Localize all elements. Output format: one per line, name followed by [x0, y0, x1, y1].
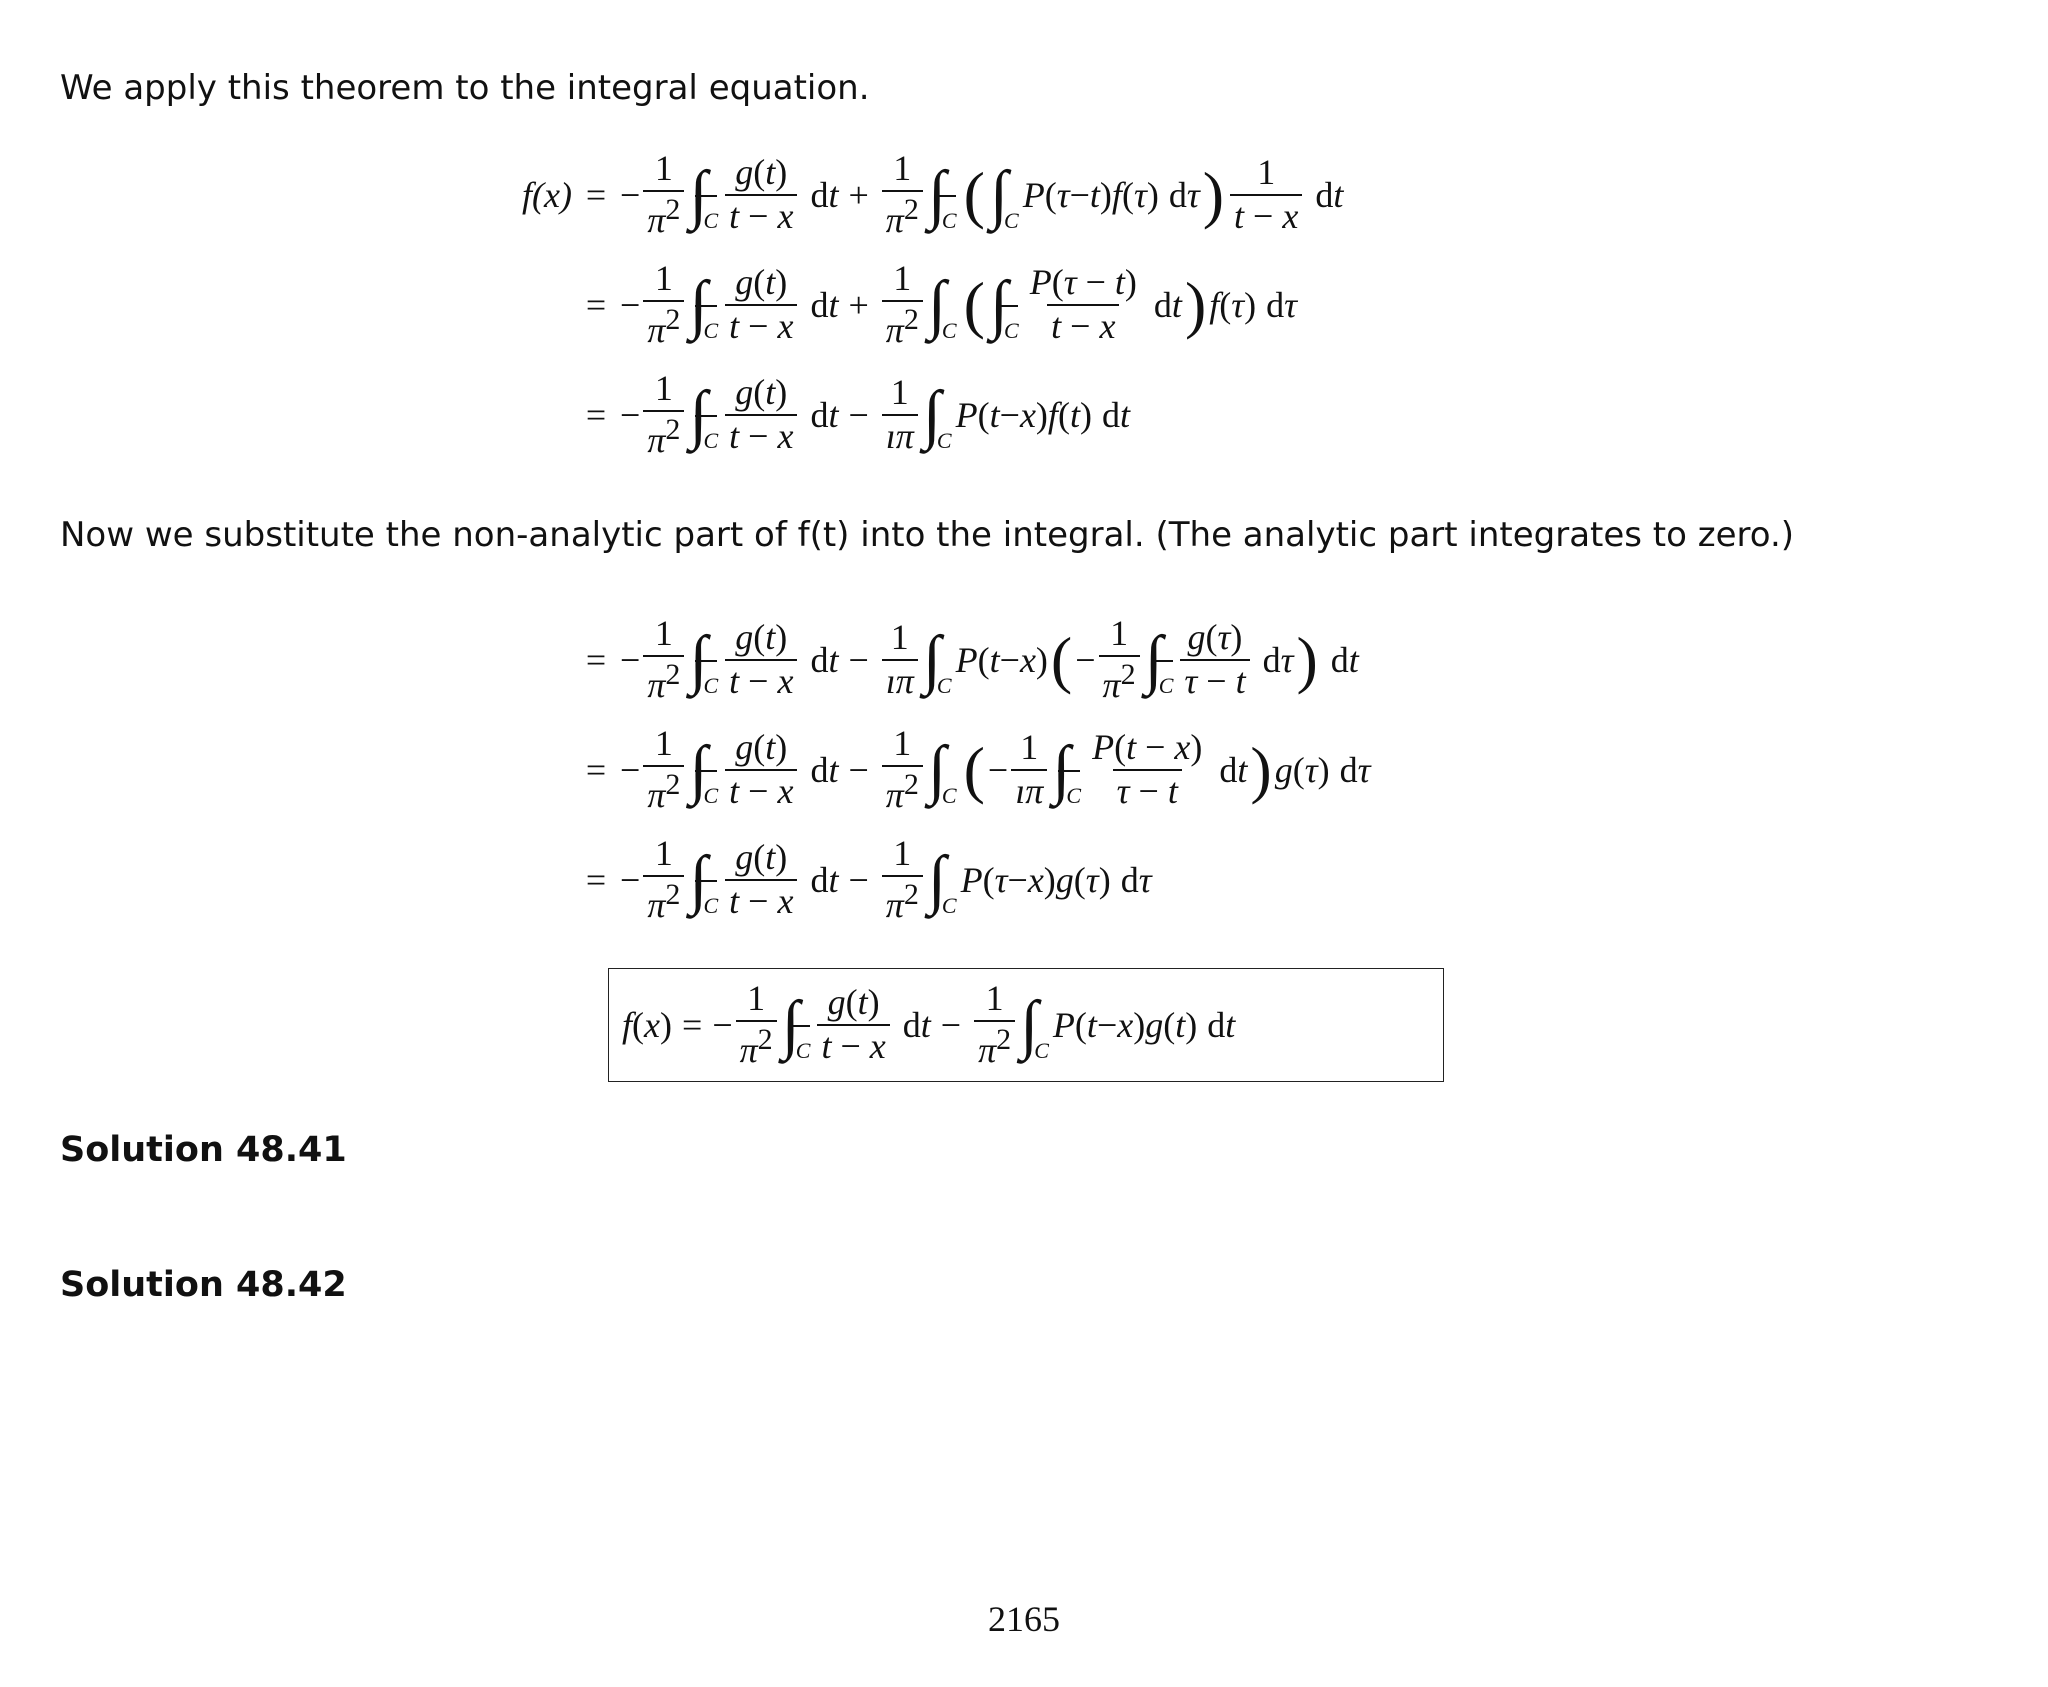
- equation-line: = − $\frac{1}{\pi^2}$ ∫ C $\frac{g(t)}{t - x}$ d t − $\frac{1}{\pi^2}$ ∫ C ( − $\frac{1}{ı\pi}$ ∫ C $\frac{P(t - x)}{\tau - t}$ d t ) g ( τ ) d τ: [585, 723, 1371, 815]
- equation-line: = − $\frac{1}{\pi^2}$ ∫ C $\frac{g(t)}{t - x}$ d t + $\frac{1}{\pi^2}$ ∫ C ( ∫ C $\frac{P(\tau - t)}{t - x}$ d t ) f ( τ ) d τ: [585, 258, 1298, 350]
- boxed-equation: f ( x ) = − $\frac{1}{\pi^2}$ ∫ C $\frac{g(t)}{t - x}$ d t − $\frac{1}{\pi^2}$ ∫ C P ( t − x ) g ( t ) d t: [622, 978, 1236, 1070]
- substitution-paragraph: Now we substitute the non-analytic part of f(t) into the integral. (The analytic part integrates to zero.): [60, 515, 1795, 555]
- equation-line: f(x) = − $\frac{1}{\pi^2}$ ∫ C $\frac{g(t)}{t - x}$ d t + $\frac{1}{\pi^2}$ ∫ C ( ∫ C P ( τ − t ) f ( τ ) d τ ) $\frac{1}{t - x}$ d t: [522, 148, 1344, 240]
- solution-heading-48-42: Solution 48.42: [60, 1265, 347, 1305]
- solution-heading-48-41: Solution 48.41: [60, 1130, 347, 1170]
- intro-paragraph: We apply this theorem to the integral equation.: [60, 68, 870, 108]
- equation-line: = − $\frac{1}{\pi^2}$ ∫ C $\frac{g(t)}{t - x}$ d t − $\frac{1}{\pi^2}$ ∫ C P ( τ − x ) g ( τ ) d τ: [585, 833, 1152, 925]
- equation-line: = − $\frac{1}{\pi^2}$ ∫ C $\frac{g(t)}{t - x}$ d t − $\frac{1}{ı\pi}$ ∫ C P ( t − x ) ( − $\frac{1}{\pi^2}$ ∫ C $\frac{g(\tau)}{\tau - t}$ d τ ) d t: [585, 613, 1359, 705]
- equation-line: = − $\frac{1}{\pi^2}$ ∫ C $\frac{g(t)}{t - x}$ d t − $\frac{1}{ı\pi}$ ∫ C P ( t − x ) f ( t ) d t: [585, 368, 1130, 460]
- page-number: 2165: [988, 1599, 1060, 1639]
